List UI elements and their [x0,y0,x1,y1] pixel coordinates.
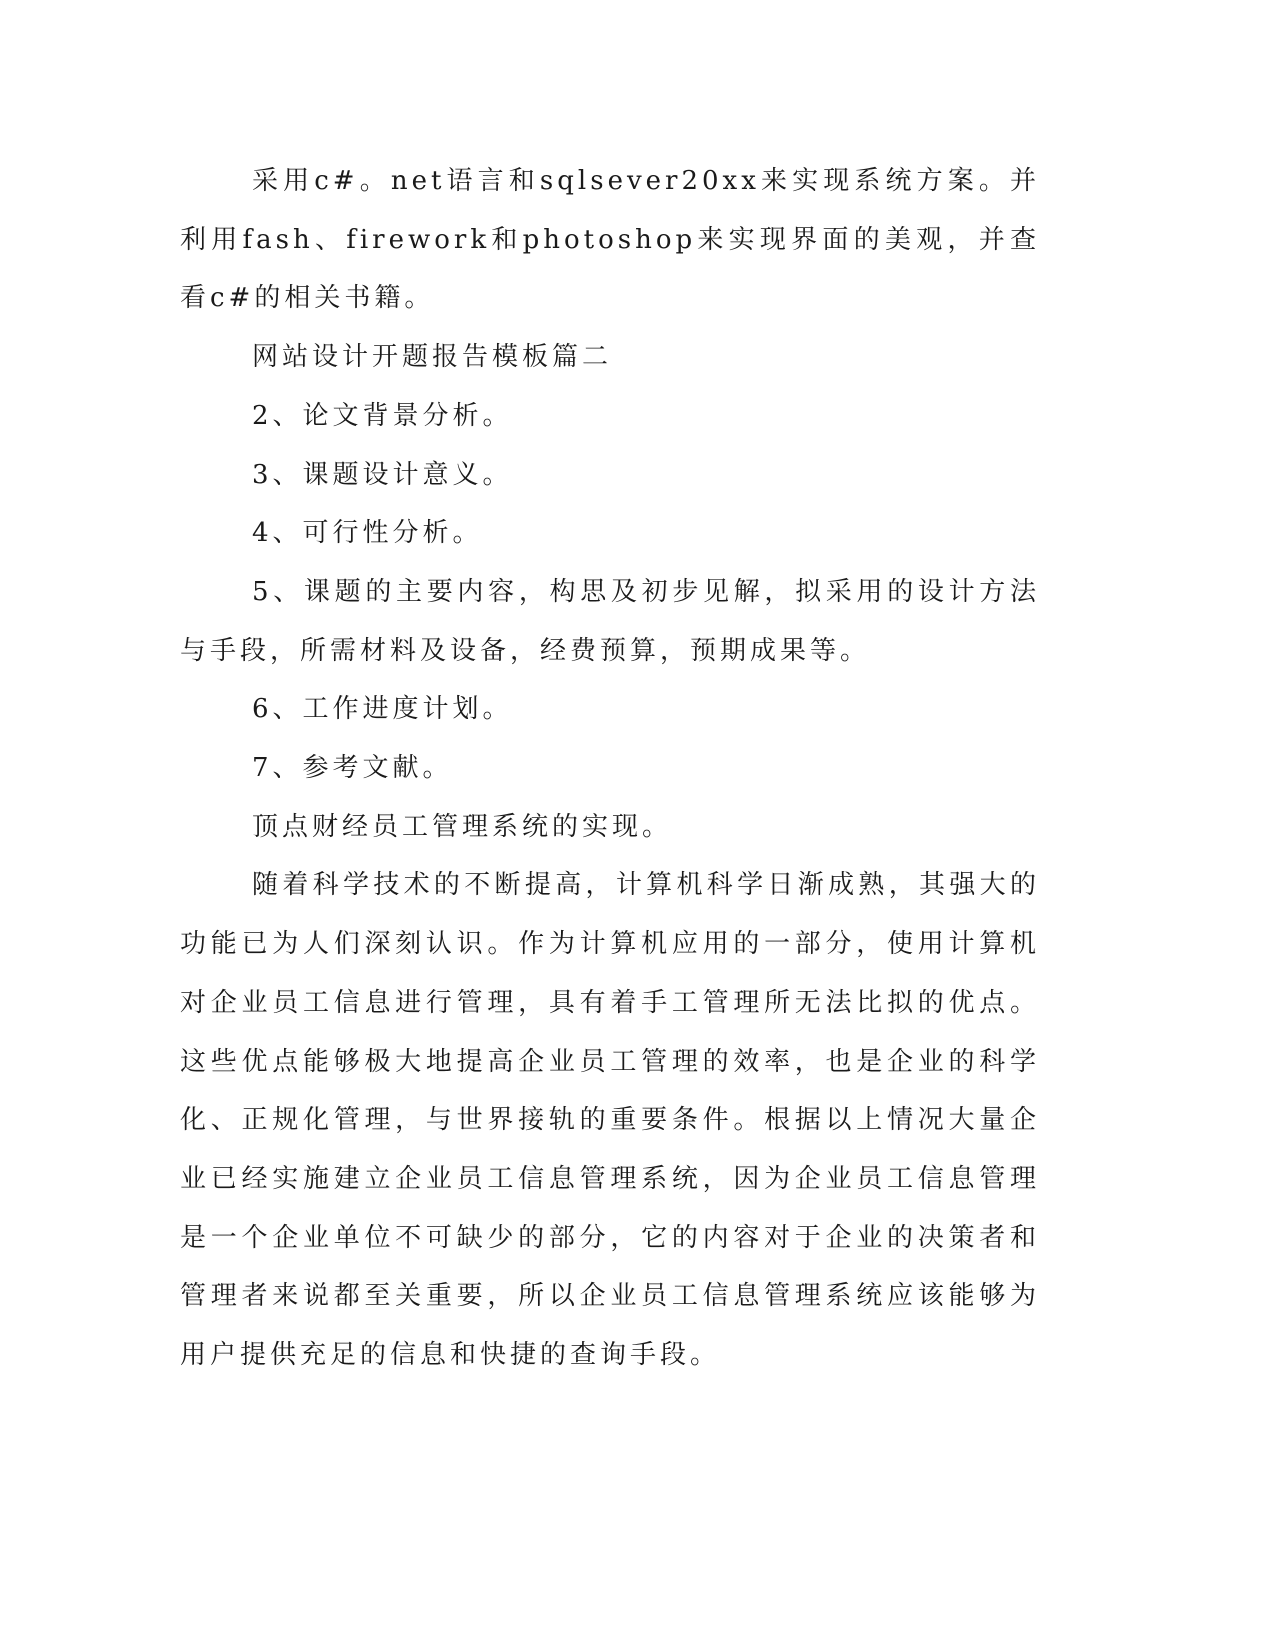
outline-item-7: 7、参考文献。 [252,753,453,784]
outline-item-4: 4、可行性分析。 [252,518,483,549]
outline-item-6: 6、工作进度计划。 [252,694,513,725]
outline-item-5: 5、课题的主要内容，构思及初步见解，拟采用的设计方法与手段，所需材料及设备，经费预算，预期成果等。 [180,576,1040,666]
paragraph-background: 随着科学技术的不断提高，计算机科学日渐成熟，其强大的功能已为人们深刻认识。作为计算机应用的一部分，使用计算机对企业员工信息进行管理，具有着手工管理所无法比拟的优点。这些优点能够极大地提高企业员工管理的效率，也是企业的科学化、正规化管理，与世界接轨的重要条件。根据以上情况大量企业已经实施建立企业员工信息管理系统，因为企业员工信息管理是一个企业单位不可缺少的部分，它的内容对于企业的决策者和管理者来说都至关重要，所以企业员工信息管理系统应该能够为用户提供充足的信息和快捷的查询手段。 [180,870,1040,1371]
section-heading: 网站设计开题报告模板篇二 [252,342,613,373]
project-title: 顶点财经员工管理系统的实现。 [252,811,673,842]
outline-item-2: 2、论文背景分析。 [252,400,513,431]
paragraph-implementation-plan: 采用c#。net语言和sqlsever20xx来实现系统方案。并利用fash、firework和photoshop来实现界面的美观，并查看c#的相关书籍。 [180,166,1040,314]
document-body [180,152,1040,1385]
outline-item-3: 3、课题设计意义。 [252,459,513,490]
